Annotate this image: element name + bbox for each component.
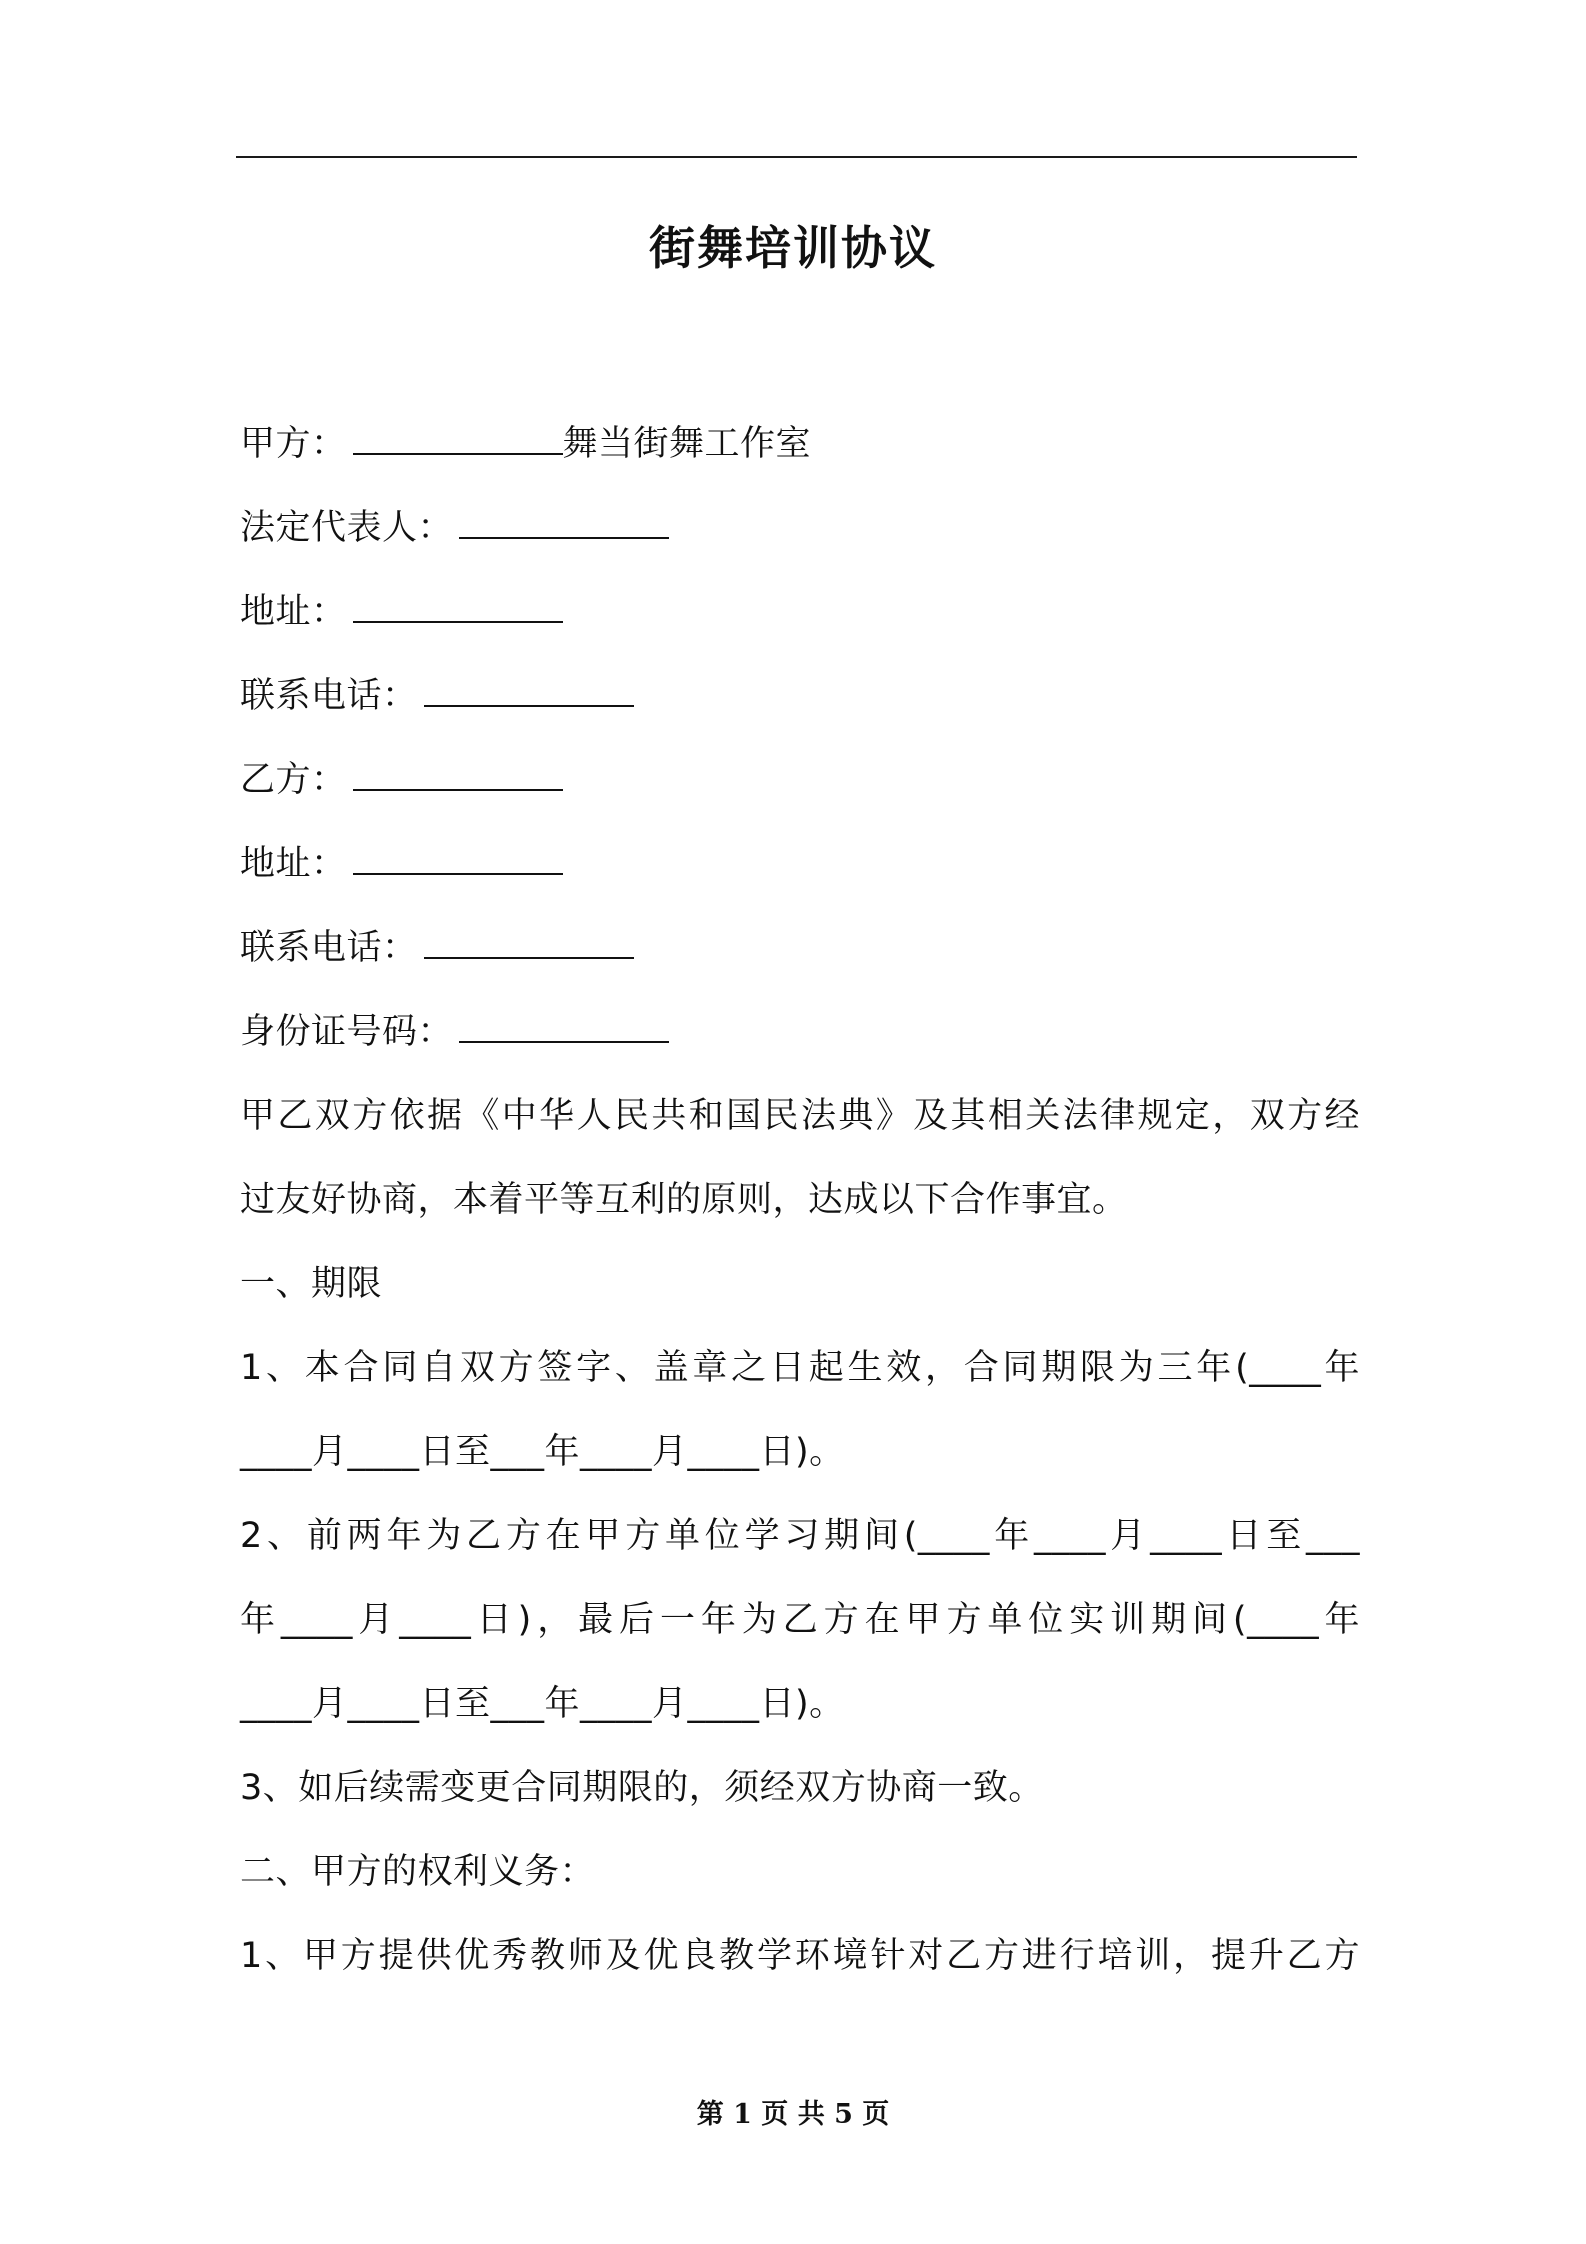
term-clause-2-line-3: ____月____日至___年____月____日)。 xyxy=(240,1684,845,1724)
page-indicator: 第 1 页 共 5 页 xyxy=(696,2099,890,2130)
party-a-address-blank[interactable] xyxy=(353,593,563,623)
preamble-line-2: 过友好协商，本着平等互利的原则，达成以下合作事宜。 xyxy=(240,1180,1128,1220)
header-rule xyxy=(236,156,1357,158)
section-heading-term: 一、期限 xyxy=(240,1264,383,1304)
term-clause-1-line-1: 1、本合同自双方签字、盖章之日起生效，合同期限为三年(____年 xyxy=(240,1348,1360,1388)
party-a-phone-label: 联系电话： xyxy=(240,676,418,716)
party-a-representative-line xyxy=(240,486,1360,570)
party-a-blank[interactable] xyxy=(353,425,563,455)
party-b-address-line xyxy=(240,822,1360,906)
party-b-phone-line xyxy=(240,906,1360,990)
party-b-label: 乙方： xyxy=(240,760,347,800)
party-a-representative-label: 法定代表人： xyxy=(240,508,454,548)
party-b-phone-label: 联系电话： xyxy=(240,928,418,968)
party-b-id-line xyxy=(240,990,1360,1074)
party-a-name: 舞当街舞工作室 xyxy=(562,424,812,464)
term-clause-3: 3、如后续需变更合同期限的，须经双方协商一致。 xyxy=(240,1768,1044,1808)
party-a-representative-blank[interactable] xyxy=(459,509,669,539)
term-clause-1-line-2: ____月____日至___年____月____日)。 xyxy=(240,1432,845,1472)
section-heading-party-a-rights: 二、甲方的权利义务： xyxy=(240,1852,596,1892)
document-title: 街舞培训协议 xyxy=(649,221,937,275)
party-a-label: 甲方： xyxy=(240,424,347,464)
party-b-line xyxy=(240,738,1360,822)
preamble-line-1: 甲乙双方依据《中华人民共和国民法典》及其相关法律规定，双方经 xyxy=(240,1096,1360,1136)
party-b-id-label: 身份证号码： xyxy=(240,1012,454,1052)
party-a-address-label: 地址： xyxy=(240,592,347,632)
party-a-phone-blank[interactable] xyxy=(424,677,634,707)
party-a-address-line xyxy=(240,570,1360,654)
party-a-phone-line xyxy=(240,654,1360,738)
party-b-address-label: 地址： xyxy=(240,844,347,884)
party-a-rights-clause-1-line-1: 1、甲方提供优秀教师及优良教学环境针对乙方进行培训，提升乙方 xyxy=(240,1936,1360,1976)
party-b-phone-blank[interactable] xyxy=(424,929,634,959)
party-b-blank[interactable] xyxy=(353,761,563,791)
party-b-id-blank[interactable] xyxy=(459,1013,669,1043)
term-clause-2-line-1: 2、前两年为乙方在甲方单位学习期间(____年____月____日至___ xyxy=(240,1516,1360,1556)
term-clause-2-line-2: 年____月____日)，最后一年为乙方在甲方单位实训期间(____年 xyxy=(240,1600,1360,1640)
document-body xyxy=(240,402,1360,1998)
party-b-address-blank[interactable] xyxy=(353,845,563,875)
party-a-line xyxy=(240,402,1360,486)
